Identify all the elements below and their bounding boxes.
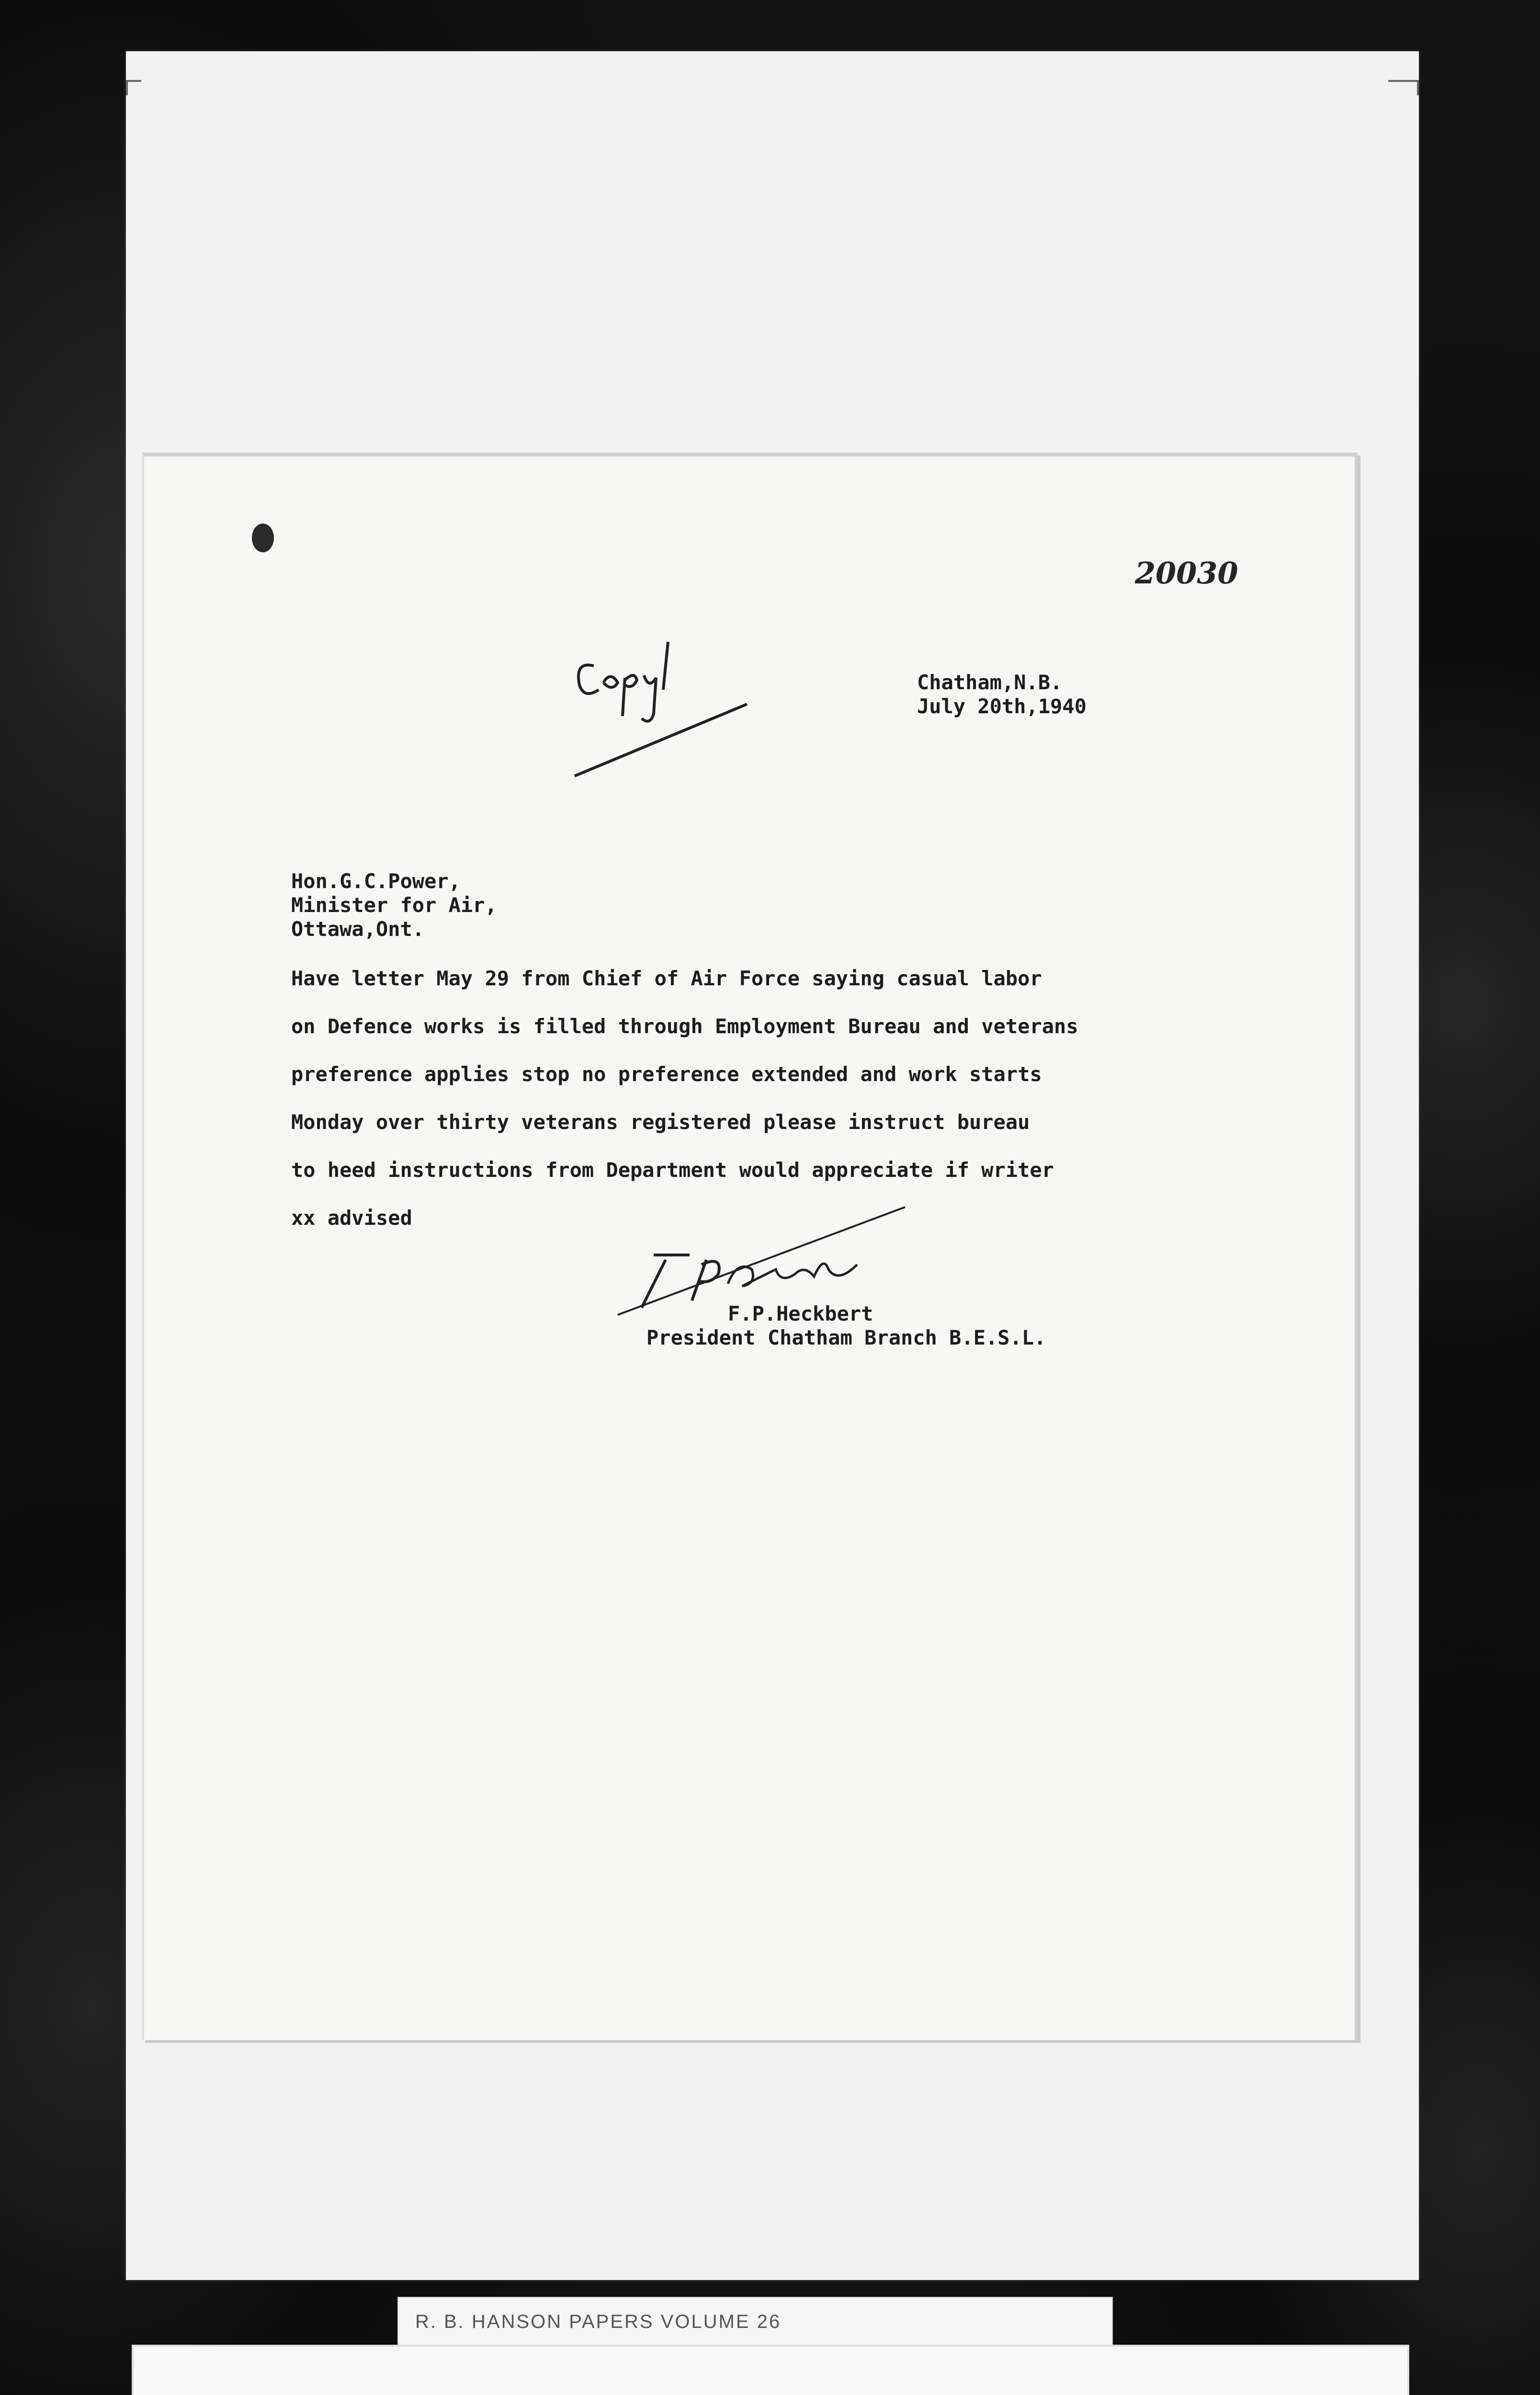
recipient-line-1: Hon.G.C.Power, bbox=[291, 869, 461, 893]
punch-hole bbox=[252, 524, 274, 552]
body-line-3: preference applies stop no preference extended and work starts bbox=[291, 1062, 1042, 1086]
recipient-line-3: Ottawa,Ont. bbox=[291, 917, 425, 941]
archive-card bbox=[132, 2345, 1409, 2395]
body-line-6: xx advised bbox=[291, 1206, 412, 1230]
body-line-4: Monday over thirty veterans registered please instruct bureau bbox=[291, 1110, 1030, 1134]
body-line-5: to heed instructions from Department would appreciate if writer bbox=[291, 1158, 1054, 1182]
body-line-2: on Defence works is filled through Employment Bureau and veterans bbox=[291, 1015, 1078, 1038]
volume-label bbox=[397, 2297, 1113, 2346]
corner-mark-tl bbox=[126, 80, 141, 95]
letter-place: Chatham,N.B. bbox=[917, 671, 1063, 694]
document-number: 20030 bbox=[1135, 556, 1238, 591]
volume-label-text: R. B. HANSON PAPERS VOLUME 26 bbox=[415, 2311, 781, 2332]
copy-handwritten-mark bbox=[565, 632, 785, 786]
recipient-line-2: Minister for Air, bbox=[291, 893, 497, 917]
signer-name: F.P.Heckbert bbox=[728, 1302, 873, 1325]
corner-mark-tr bbox=[1388, 80, 1419, 95]
body-line-1: Have letter May 29 from Chief of Air Force saying casual labor bbox=[291, 967, 1042, 990]
letter-date: July 20th,1940 bbox=[917, 695, 1087, 718]
signer-title: President Chatham Branch B.E.S.L. bbox=[646, 1326, 1046, 1349]
